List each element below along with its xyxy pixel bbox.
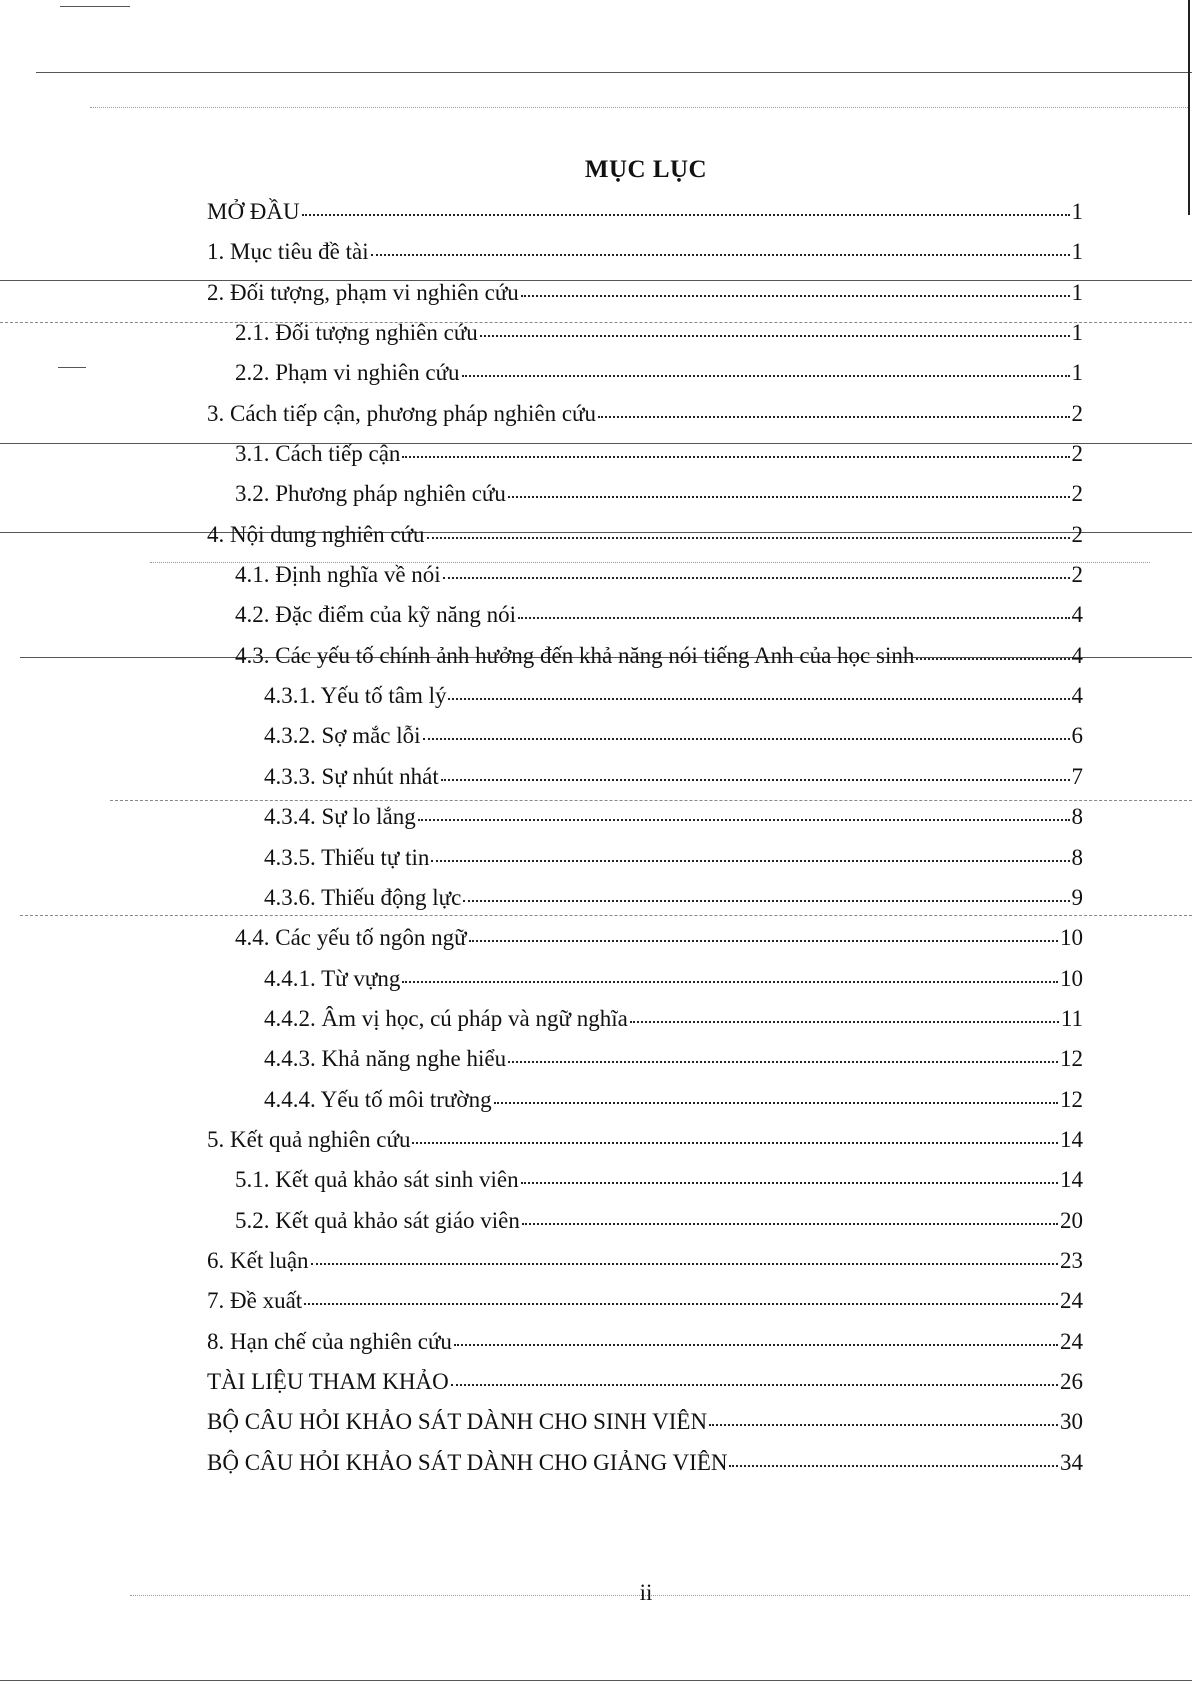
- page-number: ii: [639, 1580, 653, 1605]
- toc-entry[interactable]: [207, 1407, 1083, 1447]
- scan-artifact-line: [60, 6, 130, 7]
- toc-entry[interactable]: [207, 964, 1083, 1004]
- toc-entry-label: MỞ ĐẦU: [207, 199, 300, 224]
- toc-entry[interactable]: [207, 1448, 1083, 1488]
- dot-leader: [518, 616, 1069, 619]
- dot-leader: [311, 1262, 1058, 1265]
- toc-entry-label: 6. Kết luận: [207, 1247, 309, 1273]
- toc-entry[interactable]: [207, 439, 1083, 479]
- toc-entry-page: 14: [1060, 1167, 1083, 1193]
- toc-entry-page: 8: [1071, 804, 1083, 830]
- toc-entry-label: 4.3. Các yếu tố chính ảnh hưởng đến khả năng nói tiếng Anh của học sinh: [235, 642, 915, 668]
- dot-leader: [427, 536, 1070, 539]
- dot-leader: [522, 1222, 1058, 1225]
- toc-entry-page: 1: [1071, 239, 1083, 265]
- toc-entry-label: 4.3.1. Yếu tố tâm lý: [264, 683, 447, 709]
- toc-entry[interactable]: [207, 923, 1083, 963]
- toc-entry-label: 4.1. Định nghĩa về nói: [235, 562, 441, 588]
- scan-artifact-line: [0, 1680, 1192, 1681]
- toc-entry-label: 4.4.2. Âm vị học, cú pháp và ngữ nghĩa: [264, 1005, 628, 1031]
- dot-leader: [494, 1101, 1058, 1104]
- dot-leader: [916, 657, 1069, 660]
- dot-leader: [371, 253, 1070, 256]
- toc-entry-page: 2: [1071, 562, 1083, 588]
- toc-entry-label: 5.1. Kết quả khảo sát sinh viên: [235, 1167, 519, 1193]
- dot-leader: [480, 334, 1070, 337]
- dot-leader: [729, 1464, 1058, 1467]
- toc-entry[interactable]: [207, 762, 1083, 802]
- dot-leader: [454, 1343, 1058, 1346]
- toc-entry-label: 4. Nội dung nghiên cứu: [207, 521, 425, 547]
- dot-leader: [469, 939, 1058, 942]
- toc-entry[interactable]: [207, 1004, 1083, 1044]
- toc-entry-page: 2: [1071, 481, 1083, 507]
- toc-entry[interactable]: [207, 1206, 1083, 1246]
- toc-entry-label: 7. Đề xuất: [207, 1288, 303, 1314]
- dot-leader: [441, 778, 1070, 781]
- dot-leader: [709, 1423, 1058, 1426]
- toc-entry[interactable]: [207, 479, 1083, 519]
- toc-entry-page: 20: [1060, 1207, 1083, 1233]
- toc-entry-label: TÀI LIỆU THAM KHẢO: [207, 1368, 449, 1394]
- dot-leader: [304, 1302, 1058, 1305]
- toc-entry[interactable]: [207, 1367, 1083, 1407]
- dot-leader: [423, 737, 1070, 740]
- toc-entry-label: 4.3.5. Thiếu tự tin: [264, 844, 430, 870]
- toc-entry-page: 1: [1071, 279, 1083, 305]
- toc-entry-page: 2: [1071, 400, 1083, 426]
- toc-entry[interactable]: [207, 641, 1083, 681]
- dot-leader: [431, 859, 1069, 862]
- toc-entry[interactable]: [207, 843, 1083, 883]
- toc-entry-label: 4.3.2. Sợ mắc lỗi: [264, 723, 421, 749]
- toc-entry-page: 10: [1060, 965, 1083, 991]
- toc-entry-label: 2. Đối tượng, phạm vi nghiên cứu: [207, 279, 519, 305]
- toc-entry-page: 11: [1060, 1005, 1083, 1031]
- toc-entry-label: 1. Mục tiêu đề tài: [207, 239, 369, 265]
- toc-entry[interactable]: [207, 883, 1083, 923]
- dot-leader: [302, 213, 1070, 216]
- dot-leader: [508, 1060, 1058, 1063]
- toc-entry-page: 1: [1071, 320, 1083, 346]
- scan-artifact-line: [90, 107, 1190, 108]
- toc-entry-label: 5. Kết quả nghiên cứu: [207, 1126, 411, 1152]
- dot-leader: [463, 899, 1069, 902]
- toc-entry-label: 3. Cách tiếp cận, phương pháp nghiên cứu: [207, 400, 597, 426]
- toc-entry-page: 30: [1060, 1409, 1083, 1435]
- toc-entry-page: 10: [1060, 925, 1083, 951]
- dot-leader: [508, 495, 1070, 498]
- toc-entry-page: 24: [1060, 1288, 1083, 1314]
- toc-entry-page: 23: [1060, 1247, 1083, 1273]
- toc-entry[interactable]: [207, 358, 1083, 398]
- toc-entry-label: BỘ CÂU HỎI KHẢO SÁT DÀNH CHO GIẢNG VIÊN: [207, 1449, 728, 1475]
- scan-artifact-line: [58, 367, 86, 368]
- toc-entry[interactable]: [207, 802, 1083, 842]
- toc-entry[interactable]: [207, 318, 1083, 358]
- table-of-contents: [207, 197, 1083, 1488]
- toc-entry-page: 7: [1071, 763, 1083, 789]
- toc-entry-page: 26: [1060, 1368, 1083, 1394]
- toc-entry[interactable]: [207, 1044, 1083, 1084]
- dot-leader: [418, 818, 1070, 821]
- toc-entry-page: 8: [1071, 844, 1083, 870]
- scan-artifact-line: [36, 72, 1192, 73]
- toc-entry-page: 6: [1071, 723, 1083, 749]
- toc-entry-label: BỘ CÂU HỎI KHẢO SÁT DÀNH CHO SINH VIÊN: [207, 1409, 708, 1435]
- toc-entry-label: 4.2. Đặc điểm của kỹ năng nói: [235, 602, 517, 628]
- toc-entry-page: 9: [1071, 884, 1083, 910]
- toc-entry-label: 4.4.4. Yếu tố môi trường: [264, 1086, 492, 1112]
- toc-entry-page: 2: [1071, 521, 1083, 547]
- toc-entry-label: 2.1. Đối tượng nghiên cứu: [235, 320, 478, 346]
- toc-entry-page: 4: [1071, 602, 1083, 628]
- toc-entry[interactable]: [207, 721, 1083, 761]
- toc-entry-page: 4: [1071, 642, 1083, 668]
- toc-entry[interactable]: [207, 197, 1083, 237]
- toc-entry-page: 2: [1071, 441, 1083, 467]
- toc-entry[interactable]: [207, 278, 1083, 318]
- toc-entry[interactable]: [207, 237, 1083, 277]
- toc-entry-label: 4.4.3. Khả năng nghe hiểu: [264, 1046, 507, 1072]
- toc-entry-page: 24: [1060, 1328, 1083, 1354]
- toc-entry-page: 12: [1060, 1086, 1083, 1112]
- toc-entry[interactable]: [207, 560, 1083, 600]
- toc-entry-label: 4.3.4. Sự lo lắng: [264, 804, 416, 830]
- dot-leader: [412, 1141, 1058, 1144]
- dot-leader: [462, 374, 1070, 377]
- toc-entry[interactable]: [207, 1246, 1083, 1286]
- toc-entry-label: 4.4.1. Từ vựng: [264, 965, 401, 991]
- dot-leader: [521, 1181, 1058, 1184]
- toc-entry[interactable]: [207, 1327, 1083, 1367]
- toc-entry[interactable]: [207, 600, 1083, 640]
- dot-leader: [630, 1020, 1059, 1023]
- toc-entry-page: 14: [1060, 1126, 1083, 1152]
- toc-entry-label: 5.2. Kết quả khảo sát giáo viên: [235, 1207, 520, 1233]
- toc-entry[interactable]: [207, 1286, 1083, 1326]
- dot-leader: [443, 576, 1070, 579]
- dot-leader: [448, 697, 1069, 700]
- dot-leader: [402, 455, 1069, 458]
- toc-entry[interactable]: [207, 1165, 1083, 1205]
- toc-entry[interactable]: [207, 681, 1083, 721]
- toc-title: MỤC LỤC: [584, 156, 708, 183]
- dot-leader: [402, 980, 1058, 983]
- toc-entry-page: 4: [1071, 683, 1083, 709]
- toc-entry-page: 34: [1060, 1449, 1083, 1475]
- toc-entry-page: 1: [1071, 199, 1083, 224]
- dot-leader: [598, 415, 1069, 418]
- toc-entry-page: 12: [1060, 1046, 1083, 1072]
- toc-entry[interactable]: [207, 520, 1083, 560]
- toc-entry-label: 4.3.3. Sự nhút nhát: [264, 763, 439, 789]
- toc-entry-page: 1: [1071, 360, 1083, 386]
- dot-leader: [451, 1383, 1058, 1386]
- toc-entry-label: 3.2. Phương pháp nghiên cứu: [235, 481, 506, 507]
- dot-leader: [521, 294, 1070, 297]
- toc-entry-label: 8. Hạn chế của nghiên cứu: [207, 1328, 452, 1354]
- toc-entry-label: 4.3.6. Thiếu động lực: [264, 884, 462, 910]
- toc-entry[interactable]: [207, 399, 1083, 439]
- toc-entry-label: 4.4. Các yếu tố ngôn ngữ: [235, 925, 467, 951]
- toc-entry[interactable]: [207, 1085, 1083, 1125]
- toc-entry[interactable]: [207, 1125, 1083, 1165]
- toc-entry-label: 2.2. Phạm vi nghiên cứu: [235, 360, 460, 386]
- toc-entry-label: 3.1. Cách tiếp cận: [235, 441, 401, 467]
